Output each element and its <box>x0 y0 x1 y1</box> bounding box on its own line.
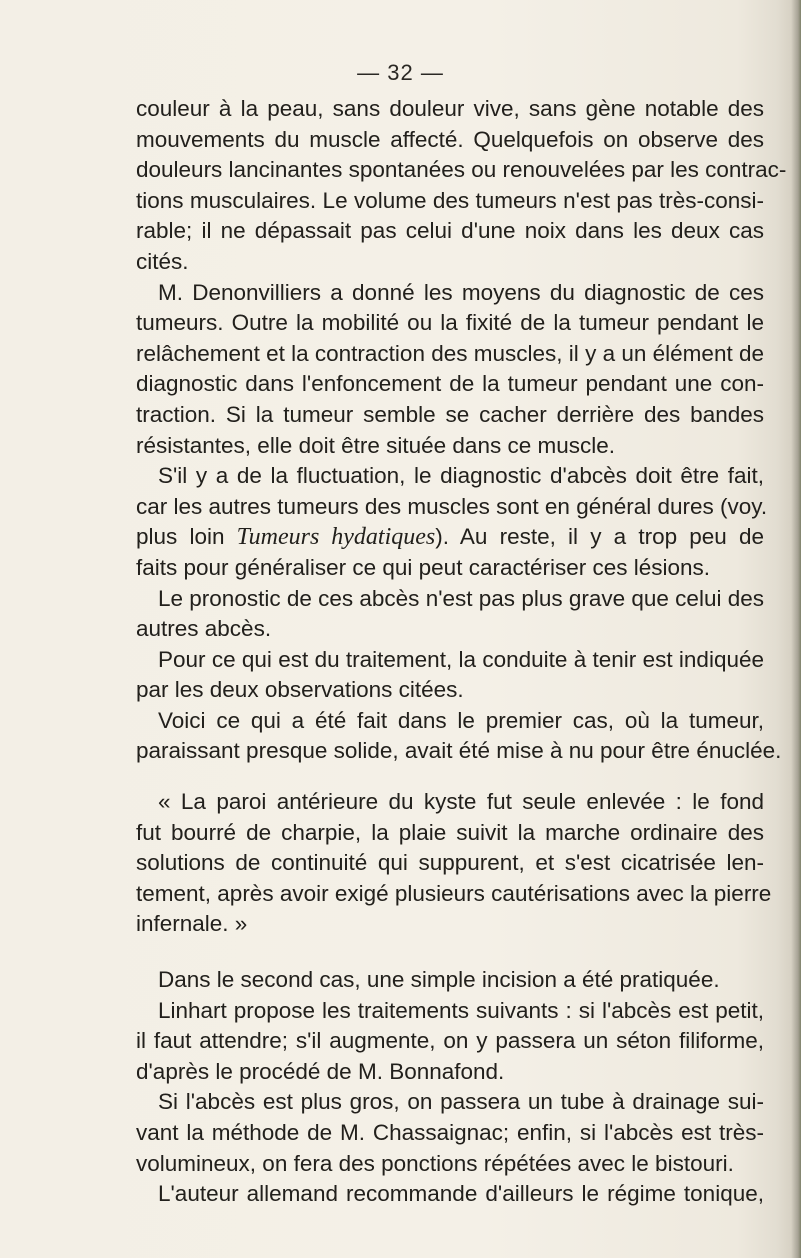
italic-cross-reference: Tumeurs hydatiques <box>236 524 436 551</box>
quoted-observation <box>136 787 772 940</box>
text-fragment: ). Au reste, il y a trop peu de <box>435 524 764 550</box>
text-line: il faut attendre; s'il augmente, on y passera un séton filiforme, <box>136 1028 764 1054</box>
text-line: Si l'abcès est plus gros, on passera un tube à drainage sui- <box>158 1089 764 1115</box>
page-edge-shadow <box>791 0 801 1258</box>
text-line-with-reference <box>136 522 764 553</box>
text-line: Voici ce qui a été fait dans le premier cas, où la tumeur, <box>158 707 764 733</box>
text-line: d'après le procédé de M. Bonnafond. <box>136 1058 505 1084</box>
paragraph-11 <box>136 1179 764 1210</box>
text-line: volumineux, on fera des ponctions répétées avec le bistouri. <box>136 1150 734 1176</box>
text-line: Linhart propose les traitements suivants : si l'abcès est petit, <box>158 997 764 1023</box>
text-line: S'il y a de la fluctuation, le diagnostic d'abcès doit être fait, <box>158 463 764 489</box>
text-line: faits pour généraliser ce qui peut caractériser ces lésions. <box>136 554 711 580</box>
text-line: L'auteur allemand recommande d'ailleurs le régime tonique, <box>158 1181 764 1207</box>
paragraph-6 <box>136 706 782 767</box>
text-line: couleur à la peau, sans douleur vive, sans gène notable des <box>136 96 764 121</box>
text-line: tions musculaires. Le volume des tumeurs n'est pas très-consi- <box>136 187 764 213</box>
text-line: mouvements du muscle affecté. Quelquefois on observe des <box>136 126 764 152</box>
text-line: tement, après avoir exigé plusieurs cautérisations avec la pierre <box>136 880 772 906</box>
text-line: paraissant presque solide, avait été mise à nu pour être énuclée. <box>136 738 782 764</box>
body-text <box>136 94 787 1210</box>
text-line: fut bourré de charpie, la plaie suivit la marche ordinaire des <box>136 819 764 845</box>
paragraph-9 <box>136 996 764 1088</box>
paragraph-3 <box>136 461 768 583</box>
text-line: M. Denonvilliers a donné les moyens du diagnostic de ces <box>158 279 764 305</box>
text-line: tumeurs. Outre la mobilité ou la fixité de la tumeur pendant le <box>136 310 764 336</box>
text-line: autres abcès. <box>136 616 272 642</box>
paragraph-10 <box>136 1087 764 1179</box>
text-line: relâchement et la contraction des muscles, il y a un élément de <box>136 340 764 366</box>
paragraph-5 <box>136 645 764 706</box>
text-line: par les deux observations citées. <box>136 677 464 703</box>
text-line: car les autres tumeurs des muscles sont en général dures (voy. <box>136 493 768 519</box>
text-line: Dans le second cas, une simple incision a été pratiquée. <box>158 967 720 993</box>
text-line: traction. Si la tumeur semble se cacher derrière des bandes <box>136 401 764 427</box>
text-line: vant la méthode de M. Chassaignac; enfin, si l'abcès est très- <box>136 1120 764 1145</box>
paragraph-8 <box>136 965 764 996</box>
page-number: — 32 — <box>357 60 444 85</box>
text-line: solutions de continuité qui suppurent, et s'est cicatrisée len- <box>136 850 764 876</box>
text-line: Pour ce qui est du traitement, la conduite à tenir est indiquée <box>158 646 764 672</box>
paragraph-1 <box>136 94 787 278</box>
paragraph-2 <box>136 278 764 462</box>
spacer <box>136 940 764 965</box>
text-line: douleurs lancinantes spontanées ou renouvelées par les contrac- <box>136 157 787 183</box>
text-line: rable; il ne dépassait pas celui d'une noix dans les deux cas <box>136 218 764 244</box>
paragraph-4 <box>136 584 764 645</box>
spacer <box>136 767 764 787</box>
text-line: infernale. » <box>136 911 248 937</box>
text-line: cités. <box>136 248 189 274</box>
text-line: « La paroi antérieure du kyste fut seule enlevée : le fond <box>158 789 764 815</box>
text-line: résistantes, elle doit être située dans ce muscle. <box>136 432 615 458</box>
text-fragment: plus loin <box>136 524 225 550</box>
text-line: diagnostic dans l'enfoncement de la tumeur pendant une con- <box>136 371 764 397</box>
text-line: Le pronostic de ces abcès n'est pas plus grave que celui des <box>158 585 764 611</box>
